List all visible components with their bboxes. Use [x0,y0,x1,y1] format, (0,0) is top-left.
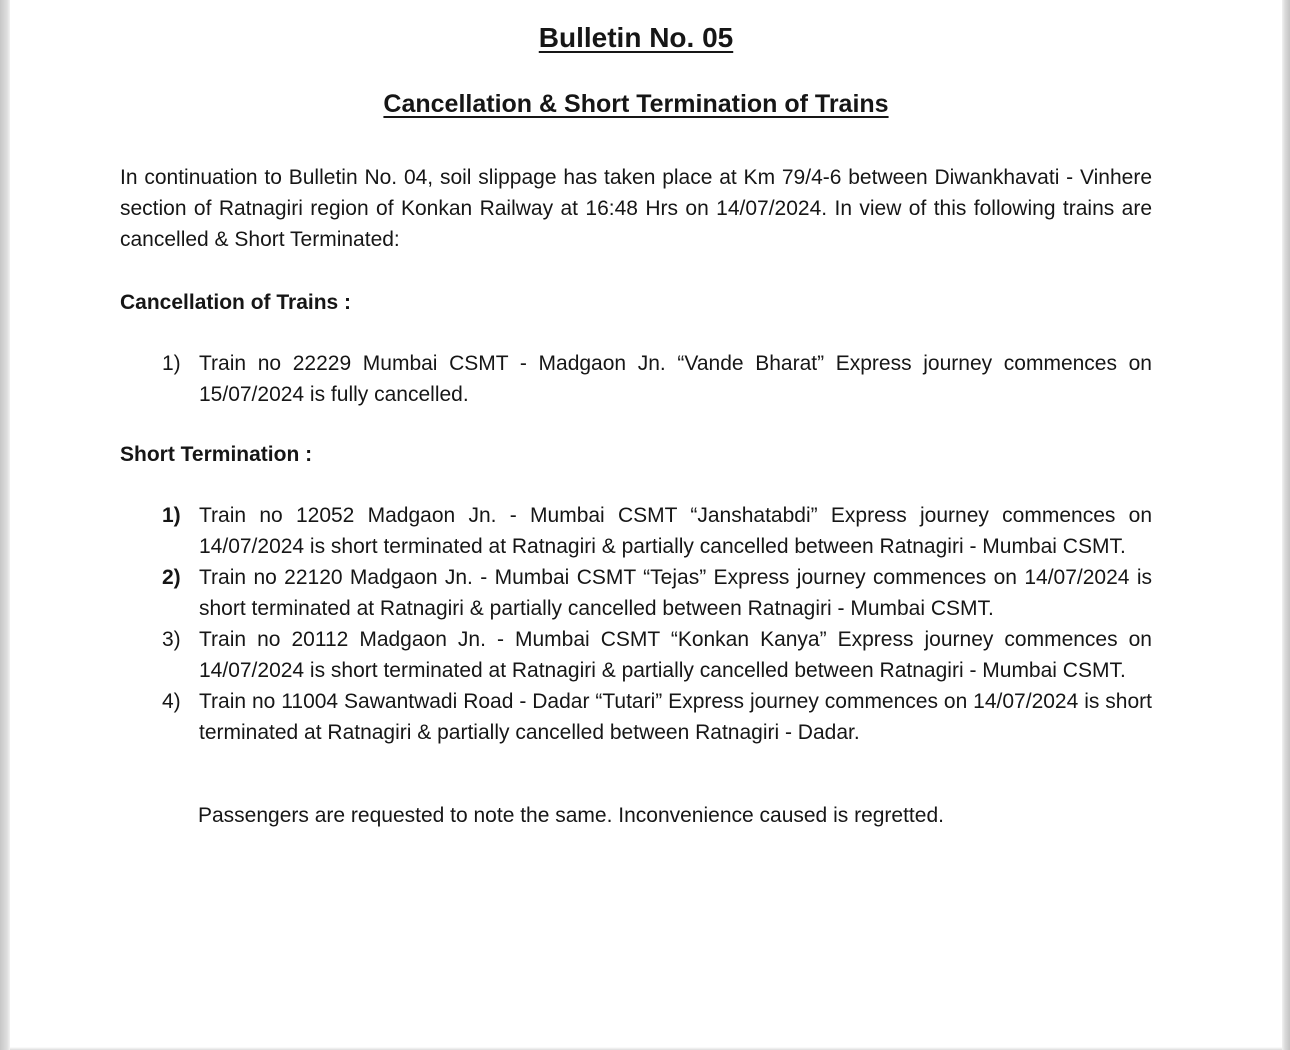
page-right-edge [1282,0,1290,1050]
cancellation-list-item [162,348,1152,410]
short-termination-list [120,500,1152,748]
short-termination-section-heading: Short Termination : [120,443,313,466]
list-item-text: Train no 11004 Sawantwadi Road - Dadar “Tutari” Express journey commences on 14/07/2024 is short terminated at Ratnagiri & partially cancelled between Ratnagiri - Dadar. [199,690,1152,744]
list-item-text: Train no 22229 Mumbai CSMT - Madgaon Jn. “Vande Bharat” Express journey commences on 15/07/2024 is fully cancelled. [199,352,1152,406]
footer-note: Passengers are requested to note the same. Inconvenience caused is regretted. [198,804,944,827]
bulletin-subtitle: Cancellation & Short Termination of Trains [383,90,889,118]
list-item-marker: 3) [162,628,181,651]
list-item-marker: 1) [162,504,181,527]
list-item-text: Train no 22120 Madgaon Jn. - Mumbai CSMT “Tejas” Express journey commences on 14/07/2024 is short terminated at Ratnagiri & partially cancelled between Ratnagiri - Mumbai CSMT. [199,566,1152,620]
list-item-marker: 1) [162,352,181,375]
list-item-text: Train no 20112 Madgaon Jn. - Mumbai CSMT “Konkan Kanya” Express journey commences on 14/07/2024 is short terminated at Ratnagiri & partially cancelled between Ratnagiri - Mumbai CSMT. [199,628,1152,682]
short-termination-list-item [162,500,1152,562]
list-item-marker: 4) [162,690,181,713]
intro-paragraph: In continuation to Bulletin No. 04, soil slippage has taken place at Km 79/4-6 between Diwankhavati - Vinhere section of Ratnagiri region of Konkan Railway at 16:48 Hrs on 14/07/2024. In view of this following trains are cancelled & Short Terminated: [120,166,1152,251]
short-termination-list-item [162,562,1152,624]
cancellation-section-heading: Cancellation of Trains : [120,291,352,314]
document-content [10,0,1282,831]
short-termination-list-item [162,624,1152,686]
document-page [10,0,1282,1047]
list-item-text: Train no 12052 Madgaon Jn. - Mumbai CSMT “Janshatabdi” Express journey commences on 14/07/2024 is short terminated at Ratnagiri & partially cancelled between Ratnagiri - Mumbai CSMT. [199,504,1152,558]
list-item-marker: 2) [162,566,181,589]
bulletin-title: Bulletin No. 05 [538,22,734,53]
short-termination-list-item [162,686,1152,748]
cancellation-list [120,348,1152,410]
page-left-edge [0,0,10,1050]
